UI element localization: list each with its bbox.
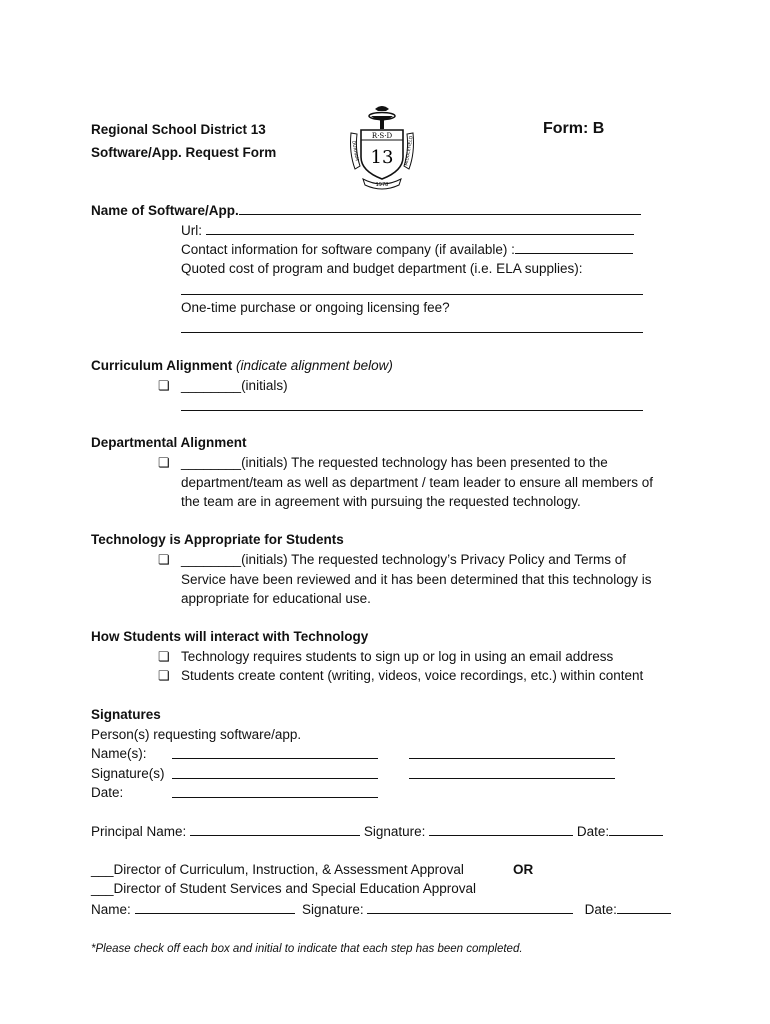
signature-field-2[interactable] (409, 766, 615, 779)
departmental-heading: Departmental Alignment (91, 435, 247, 450)
url-label: Url: (181, 223, 202, 238)
svg-text:DURHAM: DURHAM (350, 140, 359, 162)
names-label: Name(s): (91, 746, 147, 761)
signature-label: Signature(s) (91, 766, 165, 781)
date-label: Date: (91, 785, 124, 800)
or-label: OR (513, 862, 534, 877)
curriculum-checkbox[interactable]: ❏ (158, 378, 170, 393)
contact-field[interactable] (515, 241, 633, 254)
fee-label: One-time purchase or ongoing licensing fee? (181, 300, 450, 315)
url-field[interactable] (206, 222, 634, 235)
curriculum-heading: Curriculum Alignment (indicate alignment below) (91, 358, 393, 373)
contact-row (181, 241, 633, 258)
content-creation-checkbox[interactable]: ❏ (158, 668, 170, 683)
appropriate-text-1: ________(initials) The requested technology’s Privacy Policy and Terms of (181, 552, 626, 567)
email-signup-label: Technology requires students to sign up or log in using an email address (181, 649, 614, 664)
curriculum-initials: ________(initials) (181, 378, 288, 393)
form-code: Form: B (543, 120, 605, 137)
departmental-checkbox[interactable]: ❏ (158, 455, 170, 470)
date-field[interactable] (172, 785, 378, 798)
interaction-heading: How Students will interact with Technology (91, 629, 369, 644)
director-signature-field[interactable] (367, 901, 573, 914)
principal-date-field[interactable] (609, 823, 663, 836)
appropriate-text-3: appropriate for educational use. (181, 591, 371, 606)
software-name-label: Name of Software/App. (91, 203, 239, 218)
cost-label: Quoted cost of program and budget department (i.e. ELA supplies): (181, 261, 583, 276)
director-date-field[interactable] (617, 901, 671, 914)
name-field-1[interactable] (172, 746, 378, 759)
principal-name-label: Principal Name: (91, 824, 187, 839)
software-name-field[interactable] (239, 202, 641, 215)
url-row (181, 222, 634, 239)
principal-signature-field[interactable] (429, 823, 573, 836)
director-date-label: Date: (584, 902, 617, 917)
footnote: *Please check off each box and initial to indicate that each step has been completed. (91, 943, 523, 955)
director-signature-label: Signature: (302, 902, 364, 917)
director-curriculum-line: ___Director of Curriculum, Instruction, & Assessment Approval (91, 862, 464, 877)
appropriate-text-2: Service have been reviewed and it has been determined that this technology is (181, 572, 652, 587)
svg-text:R·S·D: R·S·D (371, 132, 393, 140)
departmental-text-3: the team are in agreement with pursuing the requested technology. (181, 494, 581, 509)
director-special-ed-line: ___Director of Student Services and Special Education Approval (91, 881, 476, 896)
principal-row (91, 823, 663, 840)
contact-label: Contact information for software company (if available) : (181, 242, 515, 257)
svg-text:MIDDLEFIELD: MIDDLEFIELD (404, 135, 415, 167)
curriculum-note: (indicate alignment below) (236, 358, 393, 373)
district-crest-logo (345, 103, 419, 191)
director-name-field[interactable] (135, 901, 295, 914)
principal-name-field[interactable] (190, 823, 360, 836)
email-signup-checkbox[interactable]: ❏ (158, 649, 170, 664)
persons-label: Person(s) requesting software/app. (91, 727, 302, 742)
signature-field-1[interactable] (172, 766, 378, 779)
content-creation-label: Students create content (writing, videos, voice recordings, etc.) within content (181, 668, 644, 683)
name-field-2[interactable] (409, 746, 615, 759)
cost-field[interactable] (181, 282, 643, 295)
svg-text:13: 13 (370, 147, 394, 168)
district-name: Regional School District 13 (91, 122, 266, 137)
departmental-text-1: ________(initials) The requested technology has been presented to the (181, 455, 608, 470)
director-row (91, 901, 671, 918)
signatures-heading: Signatures (91, 707, 161, 722)
principal-signature-label: Signature: (363, 824, 426, 839)
software-name-row (91, 202, 641, 219)
appropriate-heading: Technology is Appropriate for Students (91, 532, 344, 547)
departmental-text-2: department/team as well as department / team leader to ensure all members of (181, 475, 653, 490)
principal-date-label: Date: (576, 824, 610, 839)
fee-field[interactable] (181, 320, 643, 333)
curriculum-field[interactable] (181, 398, 643, 411)
director-name-label: Name: (91, 902, 131, 917)
appropriate-checkbox[interactable]: ❏ (158, 552, 170, 567)
form-title: Software/App. Request Form (91, 145, 277, 160)
svg-text:1978: 1978 (375, 182, 389, 188)
